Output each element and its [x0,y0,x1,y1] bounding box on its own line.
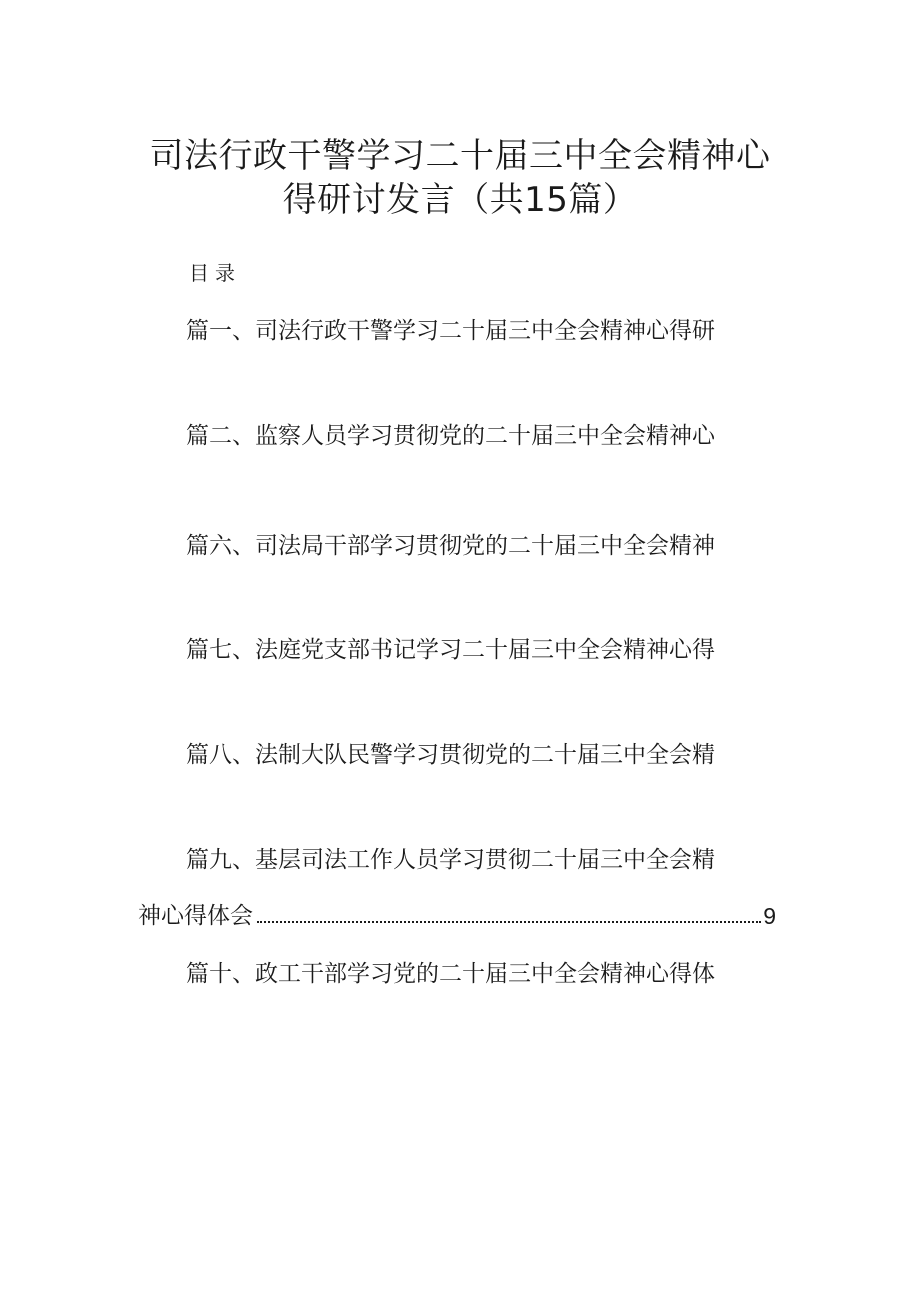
toc-entry[interactable]: 篇二、监察人员学习贯彻党的二十届三中全会精神心 [186,423,715,449]
toc-page-number: 9 [763,903,776,929]
toc-entry-continuation[interactable] [138,901,776,931]
toc-heading: 目录 [189,261,241,285]
toc-entry[interactable]: 篇九、基层司法工作人员学习贯彻二十届三中全会精 [186,847,715,873]
toc-entry[interactable]: 篇十、政工干部学习党的二十届三中全会精神心得体 [186,961,715,987]
document-title-line-1: 司法行政干警学习二十届三中全会精神心 [149,136,771,176]
toc-entry-continuation-text: 神心得体会 [138,903,253,929]
toc-entry[interactable]: 篇一、司法行政干警学习二十届三中全会精神心得研 [186,318,715,344]
dot-leader [257,921,761,923]
toc-entry[interactable]: 篇八、法制大队民警学习贯彻党的二十届三中全会精 [186,742,715,768]
document-title-line-2: 得研讨发言（共15篇） [282,180,638,220]
toc-entry[interactable]: 篇六、司法局干部学习贯彻党的二十届三中全会精神 [186,533,715,559]
toc-entry[interactable]: 篇七、法庭党支部书记学习二十届三中全会精神心得 [186,637,715,663]
